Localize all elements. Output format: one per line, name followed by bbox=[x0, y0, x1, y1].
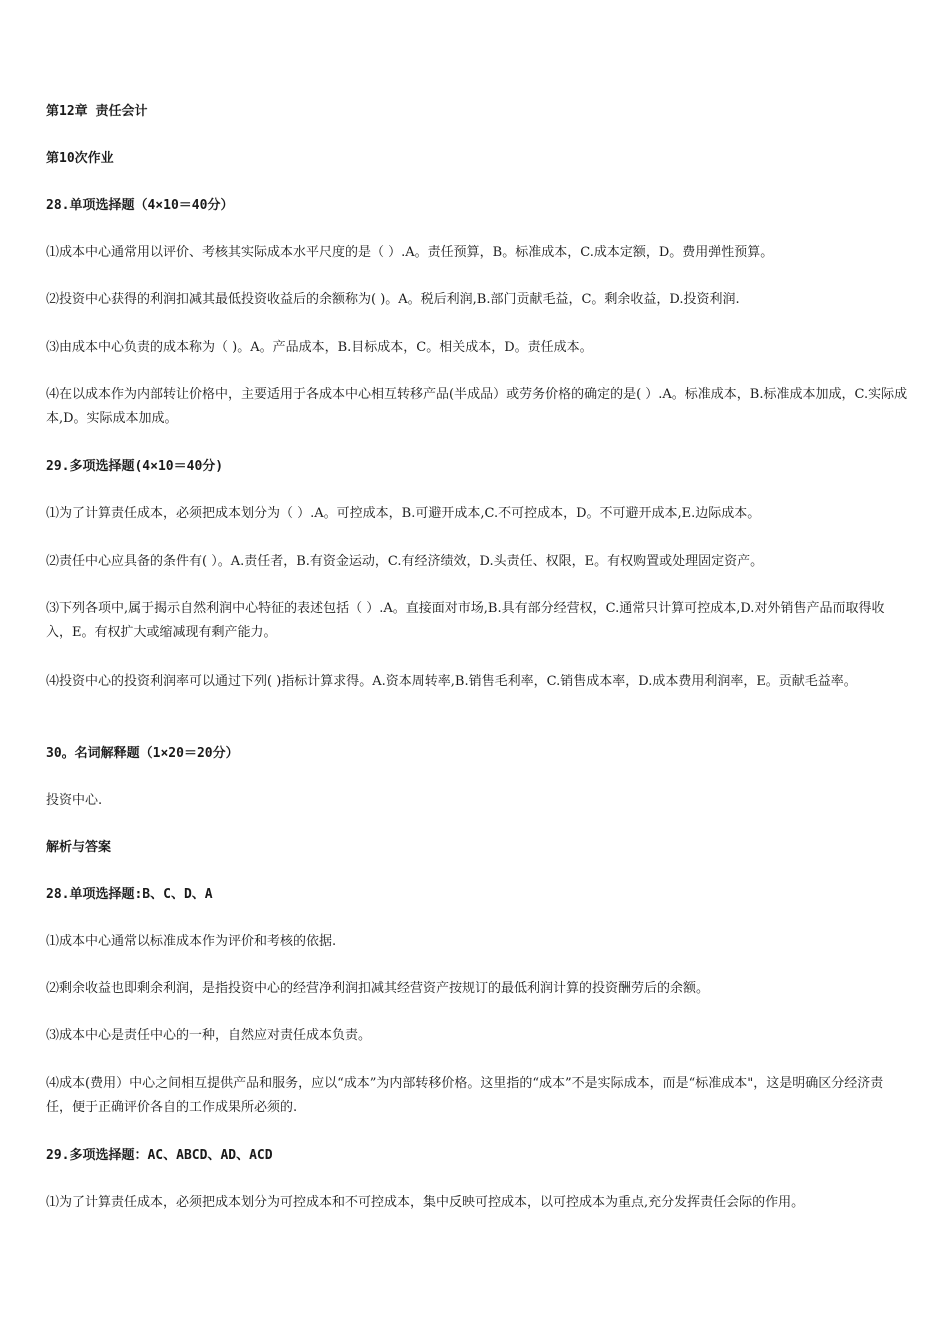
q29-item: ⑴为了计算责任成本，必须把成本划分为（ ）.A。可控成本，B.可避开成本,C.不可控成本，D。不可避开成本,E.边际成本。 bbox=[46, 506, 761, 521]
q28-item: ⑶由成本中心负责的成本称为（ )。A。产品成本，B.目标成本，C。相关成本，D。责任成本。 bbox=[46, 340, 593, 355]
q29-item: ⑶下列各项中,属于揭示自然利润中心特征的表述包括（ ）.A。直接面对市场,B.具有部分经营权，C.通常只计算可控成本,D.对外销售产品而取得收入，E。有权扩大或缩减现有剩产能力。 bbox=[46, 601, 885, 640]
q28-heading: 28.单项选择题（4×10＝40分） bbox=[46, 198, 234, 213]
a28-heading: 28.单项选择题:B、C、D、A bbox=[46, 887, 213, 902]
q30-heading: 30。名词解释题（1×20＝20分） bbox=[46, 746, 239, 761]
q28-item: ⑷在以成本作为内部转让价格中，主要适用于各成本中心相互转移产品(半成品）或劳务价格的确定的是( ）.A。标准成本，B.标准成本加成，C.实际成本,D。实际成本加成。 bbox=[46, 387, 908, 426]
q28-item: ⑴成本中心通常用以评价、考核其实际成本水平尺度的是（ ）.A。责任预算，B。标准成本，C.成本定额，D。费用弹性预算。 bbox=[46, 245, 774, 260]
a28-item: ⑶成本中心是责任中心的一种，自然应对责任成本负责。 bbox=[46, 1028, 372, 1043]
a28-item: ⑴成本中心通常以标准成本作为评价和考核的依据. bbox=[46, 934, 337, 949]
assignment-title: 第10次作业 bbox=[46, 151, 114, 166]
q29-item: ⑷投资中心的投资利润率可以通过下列( )指标计算求得。A.资本周转率,B.销售毛利率，C.销售成本率，D.成本费用利润率，E。贡献毛益率。 bbox=[46, 674, 857, 689]
q29-item: ⑵责任中心应具备的条件有( ）。A.责任者，B.有资金运动，C.有经济绩效，D.头责任、权限，E。有权购置或处理固定资产。 bbox=[46, 554, 764, 569]
answers-heading: 解析与答案 bbox=[46, 840, 112, 855]
chapter-title: 第12章 责任会计 bbox=[46, 104, 148, 119]
a28-item: ⑵剩余收益也即剩余利润，是指投资中心的经营净利润扣减其经营资产按规订的最低利润计算的投资酬劳后的余额。 bbox=[46, 981, 710, 996]
a29-heading: 29.多项选择题：AC、ABCD、AD、ACD bbox=[46, 1148, 273, 1163]
q28-item: ⑵投资中心获得的利润扣减其最低投资收益后的余额称为( )。A。税后利润,B.部门贡献毛益，C。剩余收益，D.投资利润. bbox=[46, 292, 740, 307]
a28-item: ⑷成本(费用）中心之间相互提供产品和服务，应以“成本”为内部转移价格。这里指的“成本”不是实际成本，而是“标准成本"，这是明确区分经济责任，便于正确评价各自的工作成果所必须的. bbox=[46, 1076, 884, 1115]
q30-body: 投资中心. bbox=[46, 793, 103, 808]
a29-item: ⑴为了计算责任成本，必须把成本划分为可控成本和不可控成本，集中反映可控成本，以可控成本为重点,充分发挥责任会际的作用。 bbox=[46, 1195, 805, 1210]
q29-heading: 29.多项选择题(4×10＝40分) bbox=[46, 459, 224, 474]
